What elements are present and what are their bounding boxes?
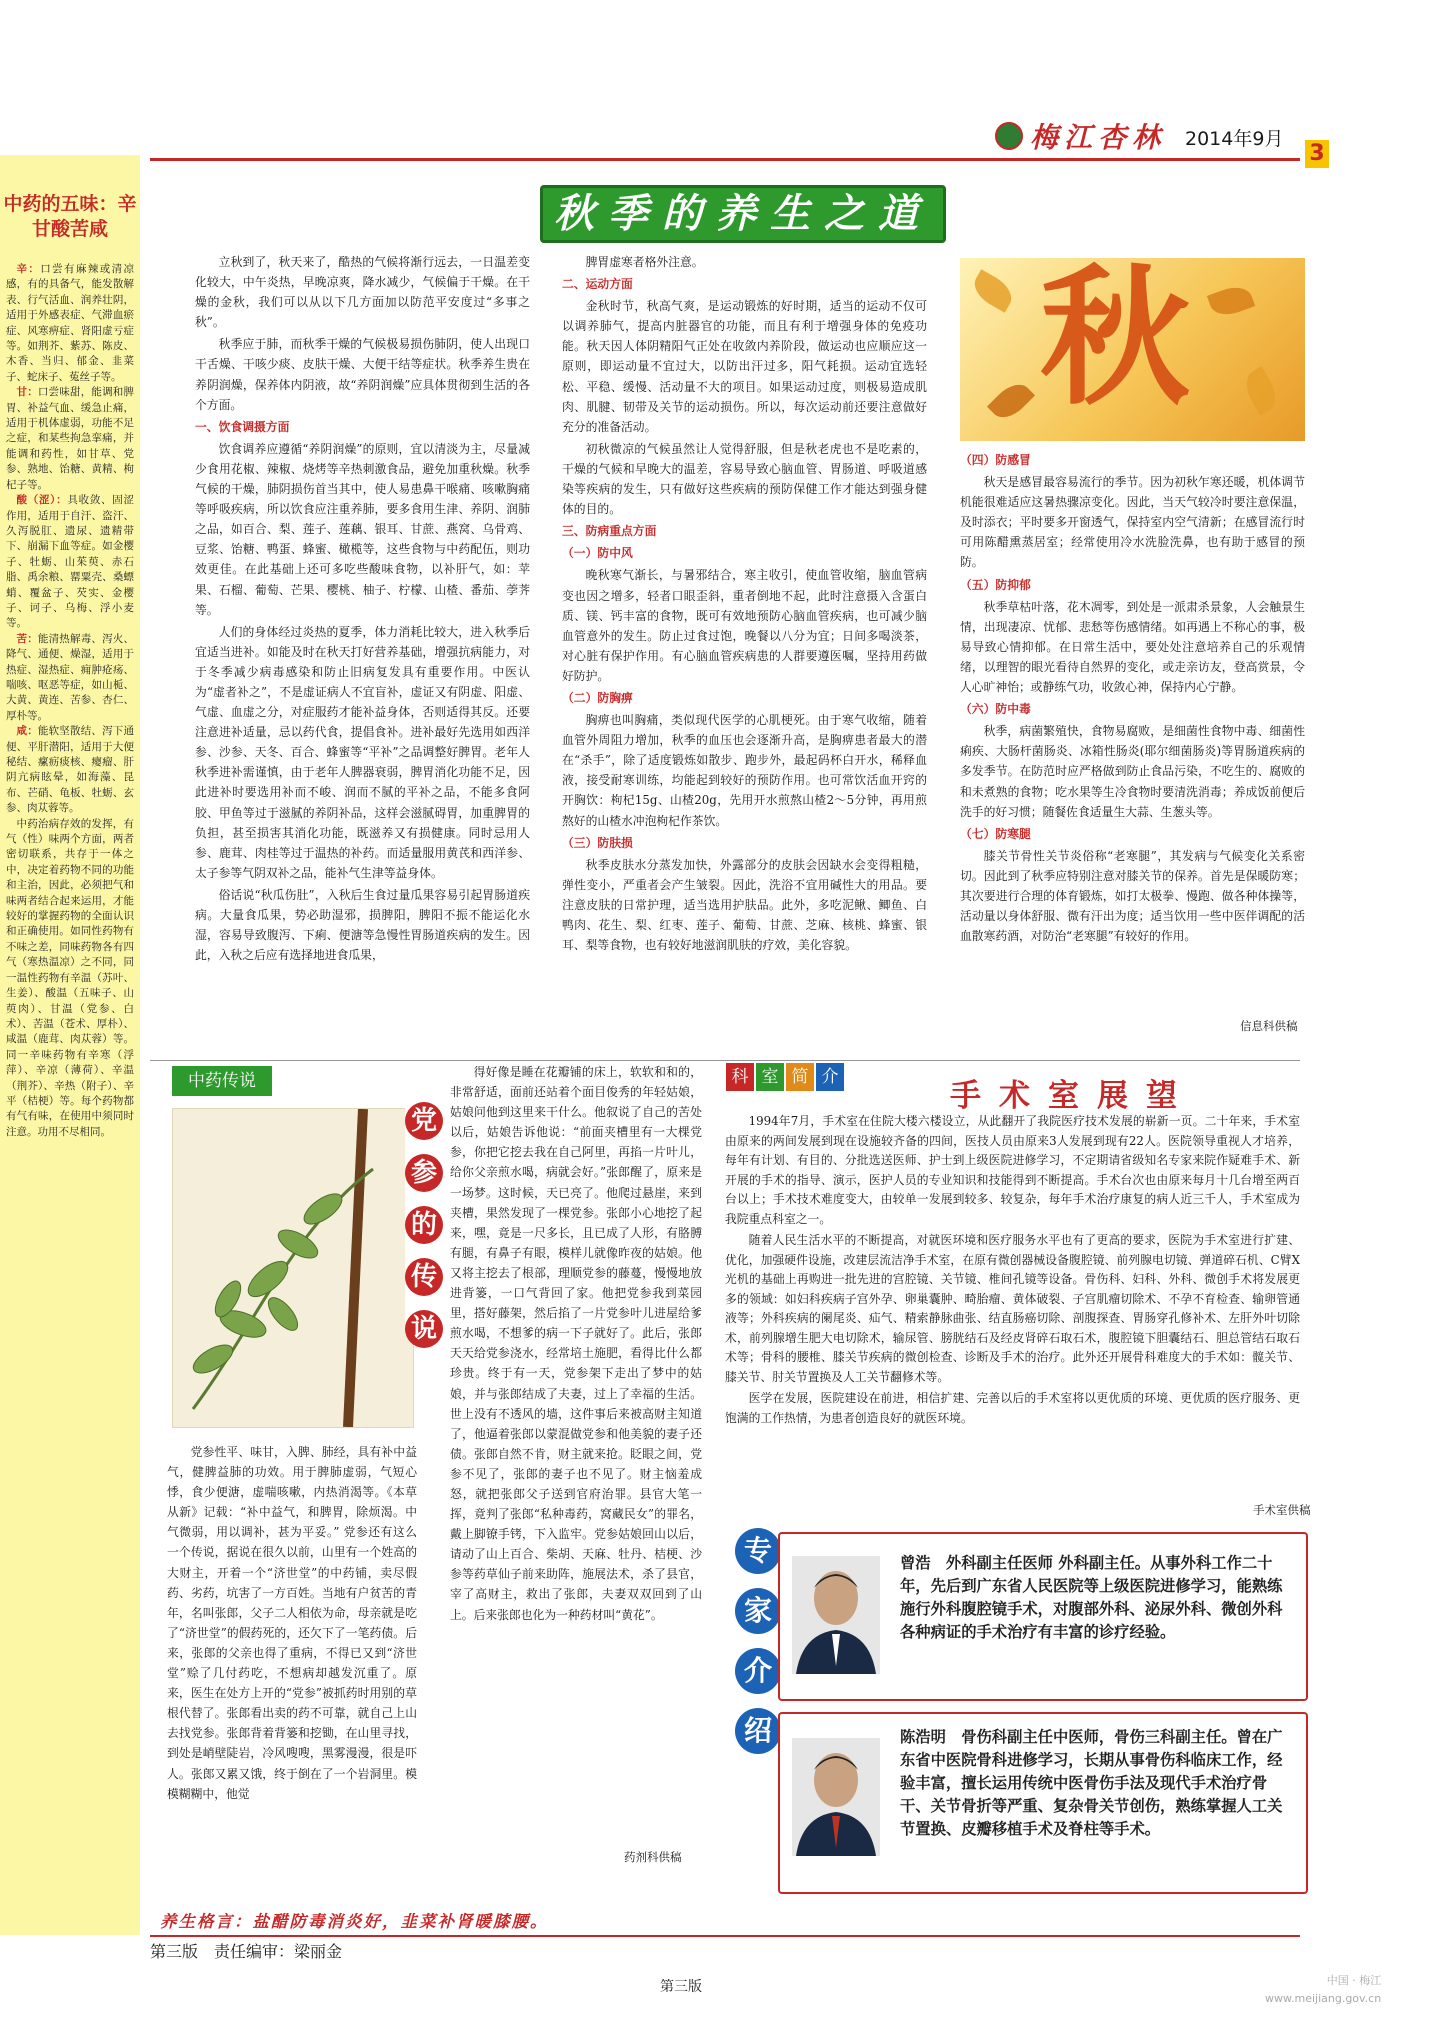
autumn-banner: 秋季的养生之道 (540, 185, 946, 243)
expert-tag-char: 家 (735, 1588, 781, 1634)
dept-tag-char: 介 (816, 1063, 844, 1091)
autumn-calligraphy: 秋 (1040, 250, 1191, 426)
section-heading: 三、防病重点方面 (562, 524, 657, 539)
article-paragraph: 人们的身体经过炎热的夏季，体力消耗比较大，进入秋季后宜适当进补。如能及时在秋天打好营养基础，增强抗病能力，对于冬季减少病毒感染和防止旧病复发具有重要作用。中医认为“虚者补之”，不是虚证病人不宜盲补，虚证又有阴虚、阳虚、气虚、血虚之分，对症服药才能补益身体，否则适得其反。还要注意进补适量，忌以药代食，提倡食补。进补最好先选用如西洋参、沙参、天冬、百合、蜂蜜等“平补”之品调整好脾胃。老年人秋季进补需谨慎，由于老年人脾器衰弱，脾胃消化功能不足，因此进补时要选用补而不峻、润而不腻的平补之品，不能多食阿胶、甲鱼等过于滋腻的养阴补品，这样会滋腻碍胃，加重脾胃的负担，甚至损害其消化功能，既滋养又有损健康。同时忌用人参、鹿茸、肉桂等过于温热的补药。而适量服用黄芪和西洋参、太子参等气阴双补之品，能补气生津等益身体。 (195, 624, 530, 880)
article-paragraph: 秋季皮肤水分蒸发加快，外露部分的皮肤会因缺水会变得粗糙，弹性变小，严重者会产生皱裂。因此，洗浴不宜用碱性大的用品。要注意皮肤的日常护理，适当选用护肤品。此外，多吃泥鳅、鲫鱼、白鸭肉、花生、梨、红枣、莲子、葡萄、甘蔗、芝麻、核桃、蜂蜜、银耳、梨等食物，也有较好地滋润肌肤的疗效，美化容貌。 (562, 857, 927, 953)
surgery-p1: 1994年7月，手术室在住院大楼六楼设立，从此翻开了我院医疗技术发展的崭新一页。二十年来，手术室由原来的两间发展到现在设施较齐备的四间，医技人员由原来3人发展到现有22人。医院领导重视人才培养，每年有计划、有目的、分批选送医师、护士到上级医院进修学习，不定期请省级知名专家来院作疑难手术、新开展的手术的指导、演示，医护人员的专业知识和技能得到不断提高。手术台次也由原来每月十几台增至两百台以上；手术技术难度变大，由较单一发展到较多、较复杂，每年手术治疗康复的病人近三千人，手术室成为我院重点科室之一。 (725, 1114, 1300, 1226)
dept-intro-tags (726, 1063, 846, 1091)
sidebar-paragraph (6, 817, 134, 1141)
sidebar-paragraph (6, 493, 134, 632)
herb-illustration (172, 1108, 414, 1428)
surgery-body (725, 1112, 1300, 1430)
legend-title-char: 传 (405, 1258, 443, 1296)
footer-rule (150, 1935, 1300, 1937)
expert-bio-1: 曾浩 外科副主任医师 外科副主任。从事外科工作二十年，先后到广东省人民医院等上级医院进修学习，能熟练施行外科腹腔镜手术，对腹部外科、泌尿外科、微创外科各种病证的手术治疗有丰富的诊疗经验。 (900, 1554, 1283, 1641)
sidebar-lead: 甘： (16, 386, 38, 399)
footer-page: 第三版 (660, 1979, 702, 1995)
leaf-icon (1239, 366, 1283, 415)
issue-date: 2014年9月 (1185, 128, 1284, 150)
sidebar-lead: 苦： (16, 632, 38, 645)
article-paragraph: 脾胃虚寒者格外注意。 (585, 255, 704, 269)
hospital-logo-icon (995, 122, 1023, 150)
section-heading: （六）防中毒 (960, 702, 1031, 717)
expert-photo (792, 1738, 880, 1856)
sidebar-text: 口尝味甜，能调和脾胃、补益气血、缓急止痛，适用于机体虚弱，功能不足之症，和某些拘急挛痛，并能调和药性，如甘草、党参、熟地、饴糖、黄精、枸杞子等。 (6, 386, 135, 491)
health-tip: 养生格言：盐醋防毒消炎好，韭菜补肾暖膝腰。 (160, 1912, 549, 1931)
article-paragraph: 俗话说“秋瓜伤肚”，入秋后生食过量瓜果容易引起胃肠道疾病。大量食瓜果，势必助湿邪，损脾阳，脾阳不振不能运化水湿，容易导致腹泻、下痢、便溏等急慢性胃肠道疾病的发生。因此，入秋之后应有选择地进食瓜果， (195, 887, 530, 963)
section-heading: （二）防胸痹 (562, 690, 633, 705)
article-paragraph: 秋季草枯叶落，花木凋零，到处是一派肃杀景象，人会触景生情，出现凄凉、忧郁、悲愁等伤感情绪。如再遇上不称心的事，极易导致心情抑郁。在日常生活中，要处处注意培养自己的乐观情绪，以理智的眼光看待自然界的变化，或走亲访友，登高赏景，令人心旷神怡；或静练气功，收敛心神，保持内心宁静。 (960, 599, 1305, 695)
article-paragraph: 秋季应于肺，而秋季干燥的气候极易损伤肺阴，使人出现口干舌燥、干咳少痰、皮肤干燥、大便干结等症状。秋季养生贵在养阴润燥，保养体内阴液，故“养阴润燥”应具体贯彻到生活的各个方面。 (195, 337, 530, 412)
autumn-credit: 信息科供稿 (1240, 1019, 1298, 1033)
sidebar-lead: 辛： (16, 263, 41, 275)
section-heading: （七）防寒腿 (960, 826, 1031, 841)
article-paragraph: 晚秋寒气渐长，与暑邪结合，寒主收引，使血管收缩，脑血管病变也因之增多，轻者口眼歪斜，重者倒地不起，此时注意摄入含蛋白质、镁、钙丰富的食物，既可有效地预防心脑血管疾病，也可减少脑血管意外的发生。防止过食过饱，晚餐以八分为宜；日间多喝淡茶，对心脏有保护作用。有心脑血管疾病患的人群要遵医嘱，坚持用药做好防护。 (562, 568, 927, 683)
expert-card-2 (778, 1712, 1308, 1894)
autumn-column-1 (195, 252, 530, 967)
sidebar-text: 能清热解毒、泻火、降气、通便、燥湿，适用于热症、湿热症、痈肿疮疡、喘咳、呕恶等症，如山栀、大黄、黄连、苦参、杏仁、厚朴等。 (6, 632, 135, 722)
dept-tag-char: 科 (726, 1063, 754, 1091)
expert-intro-tags (735, 1528, 783, 1768)
article-paragraph: 饮食调养应遵循“养阴润燥”的原则，宜以清淡为主，尽量减少食用花椒、辣椒、烧烤等辛热刺激食品，避免加重秋燥。秋季气候的干燥，肺阴损伤首当其中，使人易患鼻干喉痛、咳嗽胸痛等呼吸疾病，所以饮食应注重养肺，要多食用生津、养阴、润肺之品，如百合、梨、莲子、莲藕、银耳、甘蔗、燕窝、乌骨鸡、豆浆、饴糖、鸭蛋、蜂蜜、橄榄等，这些食物与中药配伍，则功效更佳。在此基础上还可多吃些酸味食物，以补肝气，如：苹果、石榴、葡萄、芒果、樱桃、柚子、柠檬、山楂、番茄、荸荠等。 (195, 441, 530, 617)
dept-tag-char: 室 (756, 1063, 784, 1091)
legend-title-char: 党 (405, 1102, 443, 1140)
legend-title-char: 参 (405, 1154, 443, 1192)
dept-tag-char: 简 (786, 1063, 814, 1091)
legend-credit: 药剂科供稿 (624, 1850, 682, 1864)
leaf-icon (1207, 282, 1255, 321)
article-paragraph: 秋天是感冒最容易流行的季节。因为初秋乍寒还暖，机体调节机能很难适应这暑热骤凉变化。因此，当天气较冷时要注意保温，及时添衣；平时要多开窗透气，保持室内空气清新；在感冒流行时可用陈醋熏蒸居室；经常使用冷水洗脸洗鼻，也有助于感冒的预防。 (960, 475, 1305, 570)
article-paragraph: 金秋时节，秋高气爽，是运动锻炼的好时期，适当的运动不仅可以调养肺气，提高内脏器官的功能，而且有利于增强身体的免疫功能。秋天因人体阴精阳气正处在收敛内养阶段，做运动也应顺应这一原则，即运动量不宜过大，以防出汗过多，阳气耗损。运动宜选轻松、平稳、缓慢、活动量不大的项目。如果运动过度，则极易造成肌肉、肌腱、韧带及关节的运动损伤。所以，每次运动前还要注意做好充分的准备活动。 (562, 299, 927, 434)
leaf-icon (987, 377, 1035, 425)
watermark-name: 中国 · 梅江 (1326, 1974, 1382, 1987)
watermark-url: www.meijiang.gov.cn (1265, 1992, 1382, 2005)
surgery-credit: 手术室供稿 (1253, 1503, 1311, 1517)
surgery-p3: 医学在发展，医院建设在前进，相信扩建、完善以后的手术室将以更优质的环境、更优质的医疗服务、更饱满的工作热情，为患者创造良好的就医环境。 (725, 1391, 1300, 1425)
sidebar-body (6, 262, 134, 1140)
expert-tag-char: 介 (735, 1648, 781, 1694)
legend-title-char: 说 (405, 1310, 443, 1348)
article-paragraph: 膝关节骨性关节炎俗称“老寒腿”，其发病与气候变化关系密切。因此到了秋季应特别注意对膝关节的保养。首先是保暖防寒；其次要进行合理的体育锻炼，如打太极拳、慢跑、做各种体操等，活动量以身体舒服、微有汗出为度；适当饮用一些中医伴调配的活血散寒药酒，对防治“老寒腿”有较好的作用。 (960, 848, 1305, 944)
legend-column-1: 党参性平、味甘，入脾、肺经，具有补中益气，健脾益肺的功效。用于脾肺虚弱，气短心悸，食少便溏，虚喘咳嗽，内热消渴等。《本草从新》记载：“补中益气，和脾胃，除烦渴。中气微弱，用以调补，甚为平妥。” 党参还有这么一个传说，据说在很久以前，山里有一个姓高的大财主，开着一个“济世堂”的中药铺，卖尽假药、劣药，坑害了一方百姓。当地有户贫苦的青年，名叫张郎，父子二人相依为命，母亲就是吃了“济世堂”的假药死的，还欠下了一笔药债。后来，张郎的父亲也得了重病，不得已又到“济世堂”赊了几付药吃，不想病却越发沉重了。原来，医生在处方上开的“党参”被抓药时用别的草根代替了。张郎看出卖的药不可靠，就自己上山去找党参。张郎背着背篓和挖锄，在山里寻找，到处是峭壁陡岩，冷风嗖嗖，黑雾漫漫，很是吓人。张郎又累又饿，终于倒在了一个岩洞里。模模糊糊中，他觉 (167, 1445, 417, 1801)
page-number-badge: 3 (1305, 140, 1329, 168)
sidebar-text: 中药治病存效的发挥，有气（性）味两个方面，两者密切联系，共存于一体之中，决定着药物不同的功能和主治，因此，必须把气和味两者结合起来运用，才能较好的掌握药物的全面认识和正确使用。如同性药物有不味之差，同味药物各有四气（寒热温凉）之不同，同一温性药物有辛温（苏叶、生姜）、酸温（五味子、山萸肉）、甘温（党参、白术）、苦温（苍术、厚朴）、咸温（鹿茸、肉苁蓉）等。同一辛味药物有辛寒（浮萍）、辛凉（薄荷）、辛温（荆芥）、辛热（附子）、辛平（桔梗）等。每个药物都有气有味，在使用中须同时注意。功用不尽相同。 (6, 817, 134, 1138)
article-paragraph: 秋季，病菌繁殖快，食物易腐败，是细菌性食物中毒、细菌性痢疾、大肠杆菌肠炎、冰箱性肠炎(耶尔细菌肠炎)等胃肠道疾病的多发季节。在防范时应严格做到防止食品污染，不吃生的、腐败的和未煮熟的食物；吃水果等生冷食物时要清洗消毒；养成饭前便后洗手的好习惯；随餐佐食适量生大蒜、生葱头等。 (960, 724, 1305, 819)
section-heading: 二、运动方面 (562, 277, 633, 292)
sidebar-paragraph (6, 385, 134, 493)
section-heading: （四）防感冒 (960, 453, 1031, 467)
sidebar-lead: 酸（涩）： (16, 494, 68, 507)
article-paragraph: 初秋微凉的气候虽然让人觉得舒服，但是秋老虎也不是吃素的，干燥的气候和早晚大的温差，容易导致心脑血管、胃肠道、呼吸道感染等疾病的发生，只有做好这些疾病的预防保健工作才能达到强身健体的目的。 (562, 441, 927, 517)
expert-tag-char: 绍 (735, 1708, 781, 1754)
sidebar-text: 口尝有麻辣或清凉感，有的具备气，能发散解表、行气活血、润养壮阴，适用于外感表症、气滞血瘀症、风寒痹症、肾阳虚亏症等。如荆芥、紫苏、陈皮、木香、当归、郁金、韭菜子、蛇床子、菟丝子等。 (6, 263, 135, 383)
sidebar-paragraph (6, 724, 134, 816)
header-rule (150, 158, 1300, 161)
footer-editor: 第三版 责任编审：梁丽金 (150, 1942, 343, 1961)
section-heading: 一、饮食调摄方面 (195, 419, 290, 434)
expert-card-1 (778, 1532, 1308, 1701)
expert-photo (792, 1556, 880, 1674)
article-paragraph: 立秋到了，秋天来了，酷热的气候将渐行远去，一日温差变化较大，中午炎热，早晚凉爽，降水减少，气候偏于干燥。在干燥的金秋，我们可以从以下几方面加以防范平安度过“多事之秋”。 (195, 255, 530, 330)
expert-bio-2: 陈浩明 骨伤科副主任中医师，骨伤三科副主任。曾在广东省中医院骨科进修学习，长期从事骨伤科临床工作，经验丰富，擅长运用传统中医骨伤手法及现代手术治疗骨干、关节骨折等严重、复杂骨关节创伤，熟练掌握人工关节置换、皮瓣移植手术及脊柱等手术。 (900, 1728, 1283, 1838)
section-heading: （一）防中风 (562, 546, 633, 561)
newspaper-title: 梅江杏林 (1030, 121, 1167, 154)
sidebar-text: 能软坚散结、泻下通便、平肝潜阳，适用于大便秘结、瘰疬痰核、瘿瘤、肝阴亢病眩晕，如海藻、昆布、芒硝、龟板、牡蛎、玄参、肉苁蓉等。 (6, 725, 135, 815)
section-divider (150, 1060, 1300, 1061)
sidebar-title: 中药的五味：辛甘酸苦咸 (3, 193, 137, 240)
sidebar-paragraph (6, 632, 134, 724)
legend-tag: 中药传说 (172, 1066, 272, 1096)
legend-title-char: 的 (405, 1206, 443, 1244)
surgery-p2: 随着人民生活水平的不断提高，对就医环境和医疗服务水平也有了更高的要求，医院为手术室进行扩建、优化，加强硬件设施，改建层流洁净手术室，在原有微创器械设备腹腔镜、前列腺电切镜、弹道碎石机、C臂X光机的基础上再购进一批先进的宫腔镜、关节镜、椎间孔镜等设备。骨伤科、妇科、外科、微创手术将发展更多的领域：如妇科疾病子宫外孕、卵巢囊肿、畸胎瘤、黄体破裂、子宫肌瘤切除术、不孕不育检查、输卵管通液等；外科疾病的阑尾炎、疝气、精索静脉曲张、结直肠癌切除、剖腹探查、胃肠穿孔修补术、左肝外叶切除术，前列腺增生肥大电切除术，输尿管、膀胱结石及经皮肾碎石取石术，腹腔镜下胆囊结石、胆总管结石取石术等；骨科的腰椎、膝关节疾病的微创检查、诊断及手术的治疗。此外还开展骨科难度大的手术如：髋关节、膝关节、肘关节置换及人工关节翻修术等。 (725, 1233, 1300, 1384)
section-heading: （三）防肤损 (562, 835, 633, 850)
sidebar-lead: 咸： (16, 725, 38, 738)
watermark (1265, 1972, 1381, 2008)
legend-title (405, 1100, 445, 1344)
autumn-column-3 (960, 450, 1305, 948)
legend-column-2: 得好像是睡在花瓣铺的床上，软软和和的，非常舒适，面前还站着个面目俊秀的年轻姑娘，姑娘问他到这里来干什么。他叙说了自己的苦处以后，姑娘告诉他说：“前面夹槽里有一大棵党参，你把它挖去我在自己阿里，再掐一片叶儿，给你父亲煎水喝，病就会好。”张郎醒了，原来是一场梦。这时候，天已亮了。他爬过悬崖，来到夹槽，果然发现了一棵党参。张郎小心地挖了起来，嘿，竟是一尺多长，且已成了人形，有胳膊有腿，有鼻子有眼，模样儿就像昨夜的姑娘。他又将主挖去了根部，理顺党参的藤蔓，慢慢地放进背篓，一口气背回了家。他把党参我到菜园里，搭好藤架，然后掐了一片党参叶儿进屋给爹煎水喝，不想爹的病一下子就好了。此后，张郎天天给党参浇水，经常培土施肥，看得比什么都珍贵。终于有一天，党参架下走出了梦中的姑娘，并与张郎结成了夫妻，过上了幸福的生活。世上没有不透风的墙，这件事后来被高财主知道了，他逼着张郎以蒙混做党参和他美貌的妻子还债。张郎自然不肯，财主就来抢。眨眼之间，党参不见了，张郎的妻子也不见了。财主恼羞成怒，就把张郎父子送到官府治罪。县官大笔一挥，竟判了张郎“私种毒药，窝藏民女”的罪名，戴上脚镣手铐，下入监牢。党参姑娘回山以后，请动了山上百合、柴胡、天麻、牡丹、桔梗、沙参等药草仙子前来助阵，施展法术，杀了县官，宰了高财主，救出了张郎，夫妻双双回到了山上。后来张郎也化为一种药材叫“黄花”。 (450, 1065, 702, 1622)
autumn-column-2 (562, 252, 927, 957)
sidebar-text: 具收敛、固涩作用，适用于自汗、盗汗、久泻脱肛、遗尿、遗精带下、崩漏下血等症。如金樱子、牡蛎、山茱萸、赤石脂、禹余粮、罂粟壳、桑螵蛸、覆盆子、芡实、金樱子、诃子、乌梅、浮小麦等。 (6, 494, 134, 630)
leaf-icon (968, 269, 1017, 313)
section-heading: （五）防抑郁 (960, 577, 1031, 592)
article-paragraph: 胸痹也叫胸痛，类似现代医学的心肌梗死。由于寒气收缩，随着血管外周阻力增加，秋季的血压也会逐渐升高，是胸痹患者最大的潜在“杀手”，除了适度锻炼如散步、跑步外，最起码杯白开水，稀释血液，接受耐寒训练，均能起到较好的预防作用。也可常饮活血开窍的开胸饮：枸杞15g、山楂20g，先用开水煎熬山楂2～5分钟，再用煎熬好的山楂水冲泡枸杞作茶饮。 (562, 713, 927, 828)
surgery-title: 手术室展望 (950, 1078, 1195, 1114)
sidebar-paragraph (6, 262, 134, 385)
expert-tag-char: 专 (735, 1528, 781, 1574)
